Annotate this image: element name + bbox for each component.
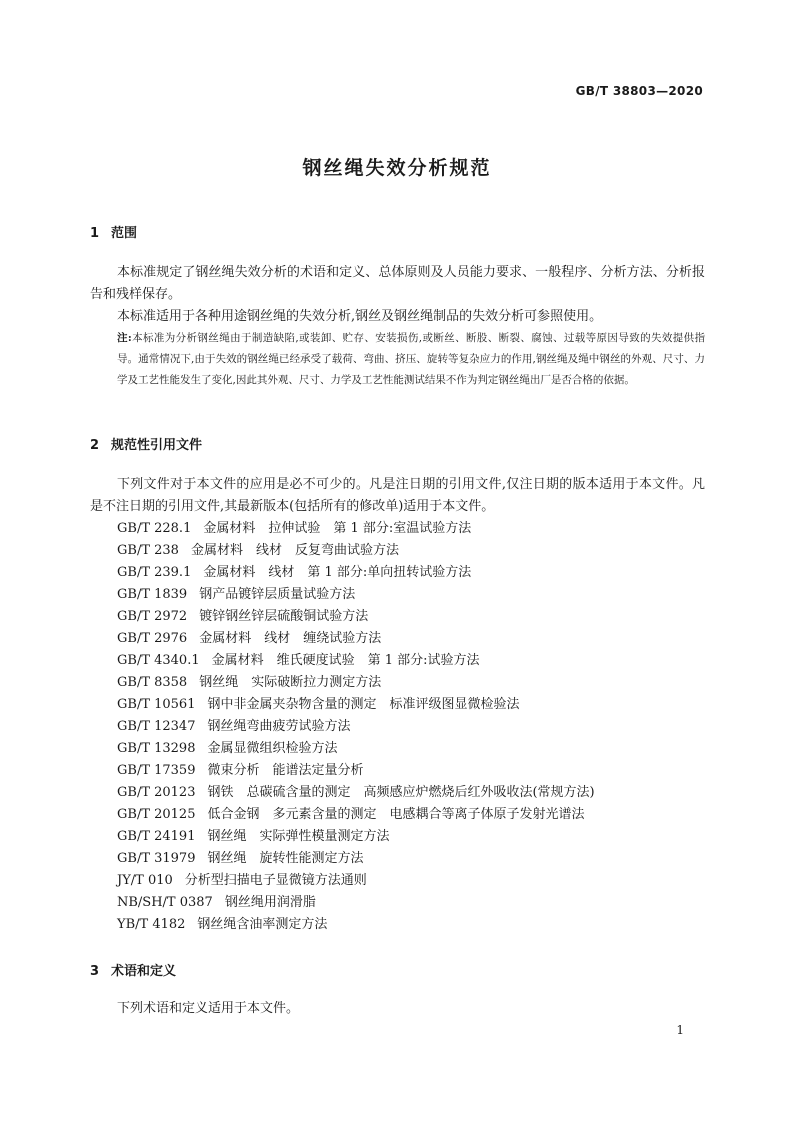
reference-item [117, 782, 595, 804]
section-number: 3 [90, 964, 100, 979]
reference-code: GB/T 228.1 [117, 521, 192, 536]
page-number: 1 [676, 1023, 684, 1037]
reference-item [117, 804, 595, 826]
reference-code: GB/T 20123 [117, 785, 196, 800]
section-heading-scope [90, 222, 137, 241]
section-heading-terms-definitions [90, 960, 176, 979]
reference-item [117, 716, 595, 738]
reference-item [117, 826, 595, 848]
reference-code: GB/T 13298 [117, 741, 196, 756]
standard-code: GB/T 38803—2020 [575, 84, 703, 98]
reference-title: 钢丝绳 实际破断拉力测定方法 [199, 675, 382, 690]
reference-code: GB/T 12347 [117, 719, 196, 734]
reference-title: 钢铁 总碳硫含量的测定 高频感应炉燃烧后红外吸收法(常规方法) [207, 785, 595, 800]
reference-title: 钢产品镀锌层质量试验方法 [199, 587, 356, 602]
reference-title: 钢丝绳用润滑脂 [224, 895, 316, 910]
reference-code: GB/T 20125 [117, 807, 196, 822]
normative-intro-paragraph: 下列文件对于本文件的应用是必不可少的。凡是注日期的引用文件,仅注日期的版本适用于本文件。凡是不注日期的引用文件,其最新版本(包括所有的修改单)适用于本文件。 [90, 477, 705, 514]
reference-item [117, 518, 595, 540]
reference-code: GB/T 239.1 [117, 565, 192, 580]
reference-code: GB/T 31979 [117, 851, 196, 866]
reference-item [117, 760, 595, 782]
document-title: 钢丝绳失效分析规范 [302, 157, 492, 179]
reference-title: 钢丝绳 旋转性能测定方法 [207, 851, 364, 866]
reference-title: 钢丝绳含油率测定方法 [197, 917, 328, 932]
reference-item [117, 584, 595, 606]
reference-code: GB/T 8358 [117, 675, 188, 690]
reference-title: 金属材料 线材 反复弯曲试验方法 [190, 543, 399, 558]
reference-item [117, 892, 595, 914]
scope-paragraph-2: 本标准适用于各种用途钢丝绳的失效分析,钢丝及钢丝绳制品的失效分析可参照使用。 [117, 309, 603, 324]
reference-item [117, 628, 595, 650]
reference-item [117, 848, 595, 870]
reference-item [117, 540, 595, 562]
terms-intro-paragraph: 下列术语和定义适用于本文件。 [117, 1001, 300, 1016]
reference-title: 钢中非金属夹杂物含量的测定 标准评级图显微检验法 [207, 697, 520, 712]
reference-code: GB/T 17359 [117, 763, 196, 778]
reference-code: GB/T 10561 [117, 697, 196, 712]
note-label: 注: [117, 332, 132, 344]
reference-title: 分析型扫描电子显微镜方法通则 [184, 873, 367, 888]
reference-code: NB/SH/T 0387 [117, 895, 213, 910]
section-number: 2 [90, 438, 100, 453]
reference-item [117, 914, 595, 936]
reference-title: 钢丝绳 实际弹性模量测定方法 [207, 829, 390, 844]
reference-title: 金属材料 线材 缠绕试验方法 [199, 631, 382, 646]
reference-code: YB/T 4182 [117, 917, 186, 932]
reference-item [117, 562, 595, 584]
reference-code: GB/T 4340.1 [117, 653, 200, 668]
scope-paragraph-1: 本标准规定了钢丝绳失效分析的术语和定义、总体原则及人员能力要求、一般程序、分析方法、分析报告和残样保存。 [90, 265, 705, 302]
reference-item [117, 738, 595, 760]
reference-code: JY/T 010 [117, 873, 173, 888]
reference-code: GB/T 24191 [117, 829, 196, 844]
reference-title: 金属材料 线材 第 1 部分:单向扭转试验方法 [203, 565, 472, 580]
reference-title: 金属材料 拉伸试验 第 1 部分:室温试验方法 [203, 521, 472, 536]
section-title: 规范性引用文件 [111, 438, 203, 453]
section-number: 1 [90, 226, 100, 241]
reference-item [117, 694, 595, 716]
note-text: 本标准为分析钢丝绳由于制造缺陷,或装卸、贮存、安装损伤,或断丝、断股、断裂、腐蚀、过载等原因导致的失效提供指导。通常情况下,由于失效的钢丝绳已经承受了载荷、弯曲、挤压、旋转等复杂应力的作用,钢丝绳及绳中钢丝的外观、尺寸、力学及工艺性能发生了变化,因此其外观、尺寸、力学及工艺性能测试结果不作为判定钢丝绳出厂是否合格的依据。 [117, 332, 705, 386]
reference-list [117, 518, 595, 936]
reference-title: 镀锌钢丝锌层硫酸铜试验方法 [199, 609, 369, 624]
reference-code: GB/T 1839 [117, 587, 188, 602]
reference-title: 金属显微组织检验方法 [207, 741, 338, 756]
section-title: 术语和定义 [111, 964, 177, 979]
scope-note [117, 328, 705, 391]
reference-code: GB/T 2972 [117, 609, 188, 624]
reference-code: GB/T 238 [117, 543, 179, 558]
reference-title: 钢丝绳弯曲疲劳试验方法 [207, 719, 351, 734]
reference-code: GB/T 2976 [117, 631, 188, 646]
reference-item [117, 672, 595, 694]
reference-item [117, 606, 595, 628]
reference-title: 金属材料 维氏硬度试验 第 1 部分:试验方法 [211, 653, 480, 668]
section-title: 范围 [111, 226, 138, 241]
reference-item [117, 870, 595, 892]
section-heading-normative-references [90, 434, 202, 453]
reference-title: 微束分析 能谱法定量分析 [207, 763, 364, 778]
reference-item [117, 650, 595, 672]
reference-title: 低合金钢 多元素含量的测定 电感耦合等离子体原子发射光谱法 [207, 807, 585, 822]
